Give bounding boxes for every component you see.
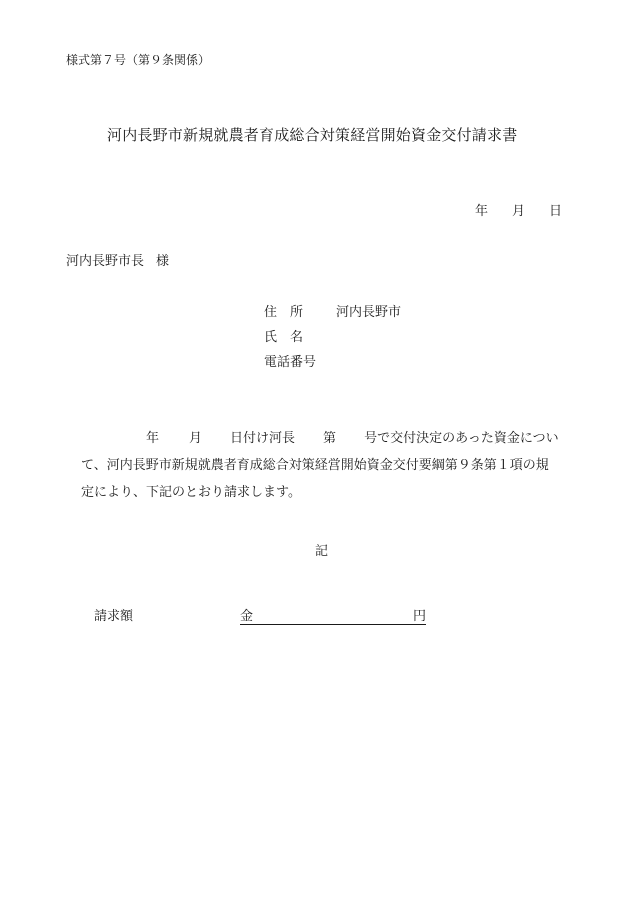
body-month: 月 [189, 431, 203, 446]
amount-field [240, 608, 426, 625]
body-line-1 [146, 432, 559, 445]
amount-prefix: 金 [240, 609, 254, 624]
amount-label: 請求額 [94, 609, 134, 624]
document-title: 河内長野市新規就農者育成総合対策経営開始資金交付請求書 [107, 126, 518, 144]
phone-label: 電話番号 [264, 355, 317, 370]
ki-heading: 記 [315, 544, 329, 559]
applicant-phone-row [264, 356, 336, 369]
addressee-name: 河内長野市長 [66, 254, 145, 269]
address-value: 河内長野市 [336, 305, 402, 320]
addressee [66, 255, 169, 268]
body-dai: 第 [323, 431, 337, 446]
date-line [475, 205, 562, 218]
body-go-suffix: 号で交付決定のあった資金につい [364, 431, 559, 446]
body-year: 年 [146, 431, 160, 446]
name-label: 氏 名 [264, 330, 304, 345]
addressee-honorific: 様 [156, 254, 170, 269]
applicant-name-row [264, 331, 336, 344]
date-day: 日 [548, 204, 562, 219]
applicant-address-row [264, 306, 401, 319]
form-number: 様式第７号（第９条関係） [66, 53, 211, 67]
body-line-2: て、河内長野市新規就農者育成総合対策経営開始資金交付要綱第９条第１項の規 [81, 458, 549, 473]
date-month: 月 [511, 204, 525, 219]
body-dated-prefix: 日付け河長 [230, 431, 296, 446]
body-line-3: 定により、下記のとおり請求します。 [81, 485, 301, 500]
address-label: 住 所 [264, 305, 304, 320]
date-year: 年 [474, 204, 488, 219]
amount-suffix: 円 [412, 609, 426, 624]
